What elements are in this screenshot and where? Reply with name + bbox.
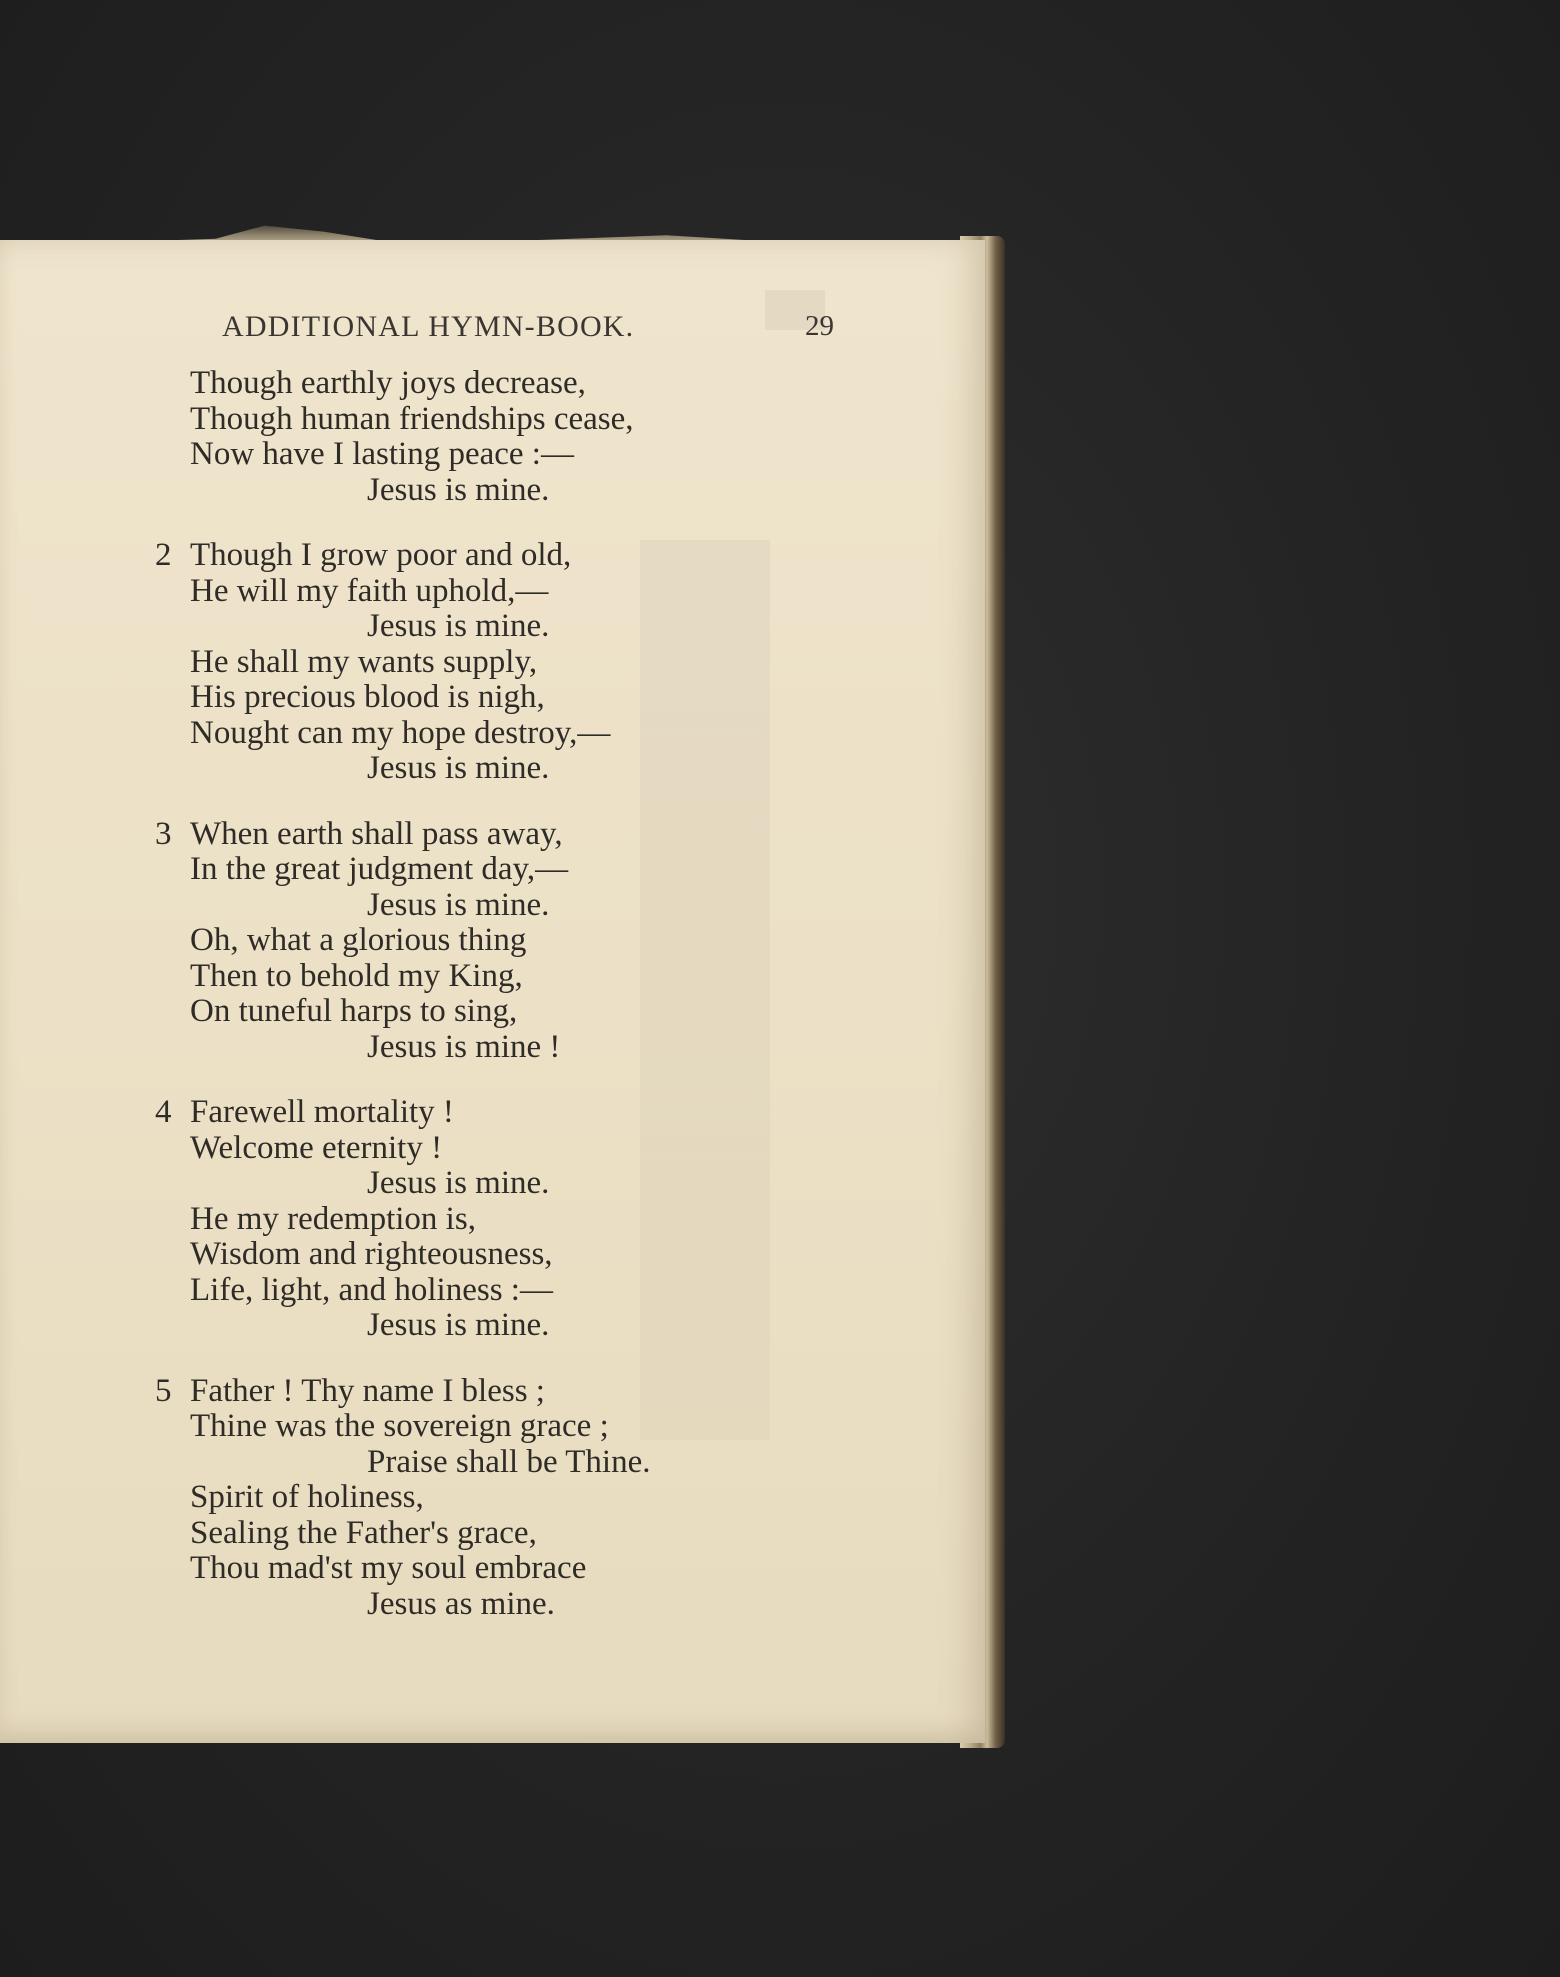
verse-line-text: Jesus as mine. xyxy=(367,1585,555,1622)
verse-line xyxy=(155,1237,755,1273)
verse-line-text: Jesus is mine. xyxy=(367,886,550,923)
verse-line xyxy=(155,1516,755,1552)
verse-line xyxy=(155,1095,755,1131)
verse-line xyxy=(155,645,755,681)
verse-line xyxy=(155,1202,755,1238)
verse-line xyxy=(155,994,755,1030)
verse-line xyxy=(155,959,755,995)
verse-line-text: Sealing the Father's grace, xyxy=(190,1514,537,1551)
verse-line xyxy=(155,1551,755,1587)
verse-line xyxy=(155,437,755,473)
verse-line xyxy=(155,716,755,752)
stanza xyxy=(155,1374,755,1623)
verse-line-text: He will my faith uphold,— xyxy=(190,572,549,609)
verse-line-text: Jesus is mine. xyxy=(367,750,550,786)
verse-line xyxy=(155,923,755,959)
verse-line xyxy=(155,538,755,574)
verse-line-text: Thou mad'st my soul embrace xyxy=(190,1550,587,1586)
stanza xyxy=(155,366,755,508)
stanza xyxy=(155,538,755,787)
running-head xyxy=(0,310,1560,350)
verse-line xyxy=(155,609,755,645)
verse-line xyxy=(155,1166,755,1202)
verse-line-text: His precious blood is nigh, xyxy=(190,679,545,715)
verse-line xyxy=(155,852,755,888)
verse-line-text: Though earthly joys decrease, xyxy=(190,365,586,401)
stanza xyxy=(155,817,755,1066)
stanza xyxy=(155,1095,755,1344)
verse-line-text: Jesus is mine. xyxy=(367,471,550,508)
verse-line xyxy=(155,1131,755,1167)
verse-line-text: Jesus is mine. xyxy=(367,608,550,644)
verse-line xyxy=(155,1409,755,1445)
verse-line-text: Jesus is mine. xyxy=(367,1165,550,1201)
verse-line-text: Though I grow poor and old, xyxy=(190,537,572,573)
verse-line xyxy=(155,1273,755,1309)
verse-line xyxy=(155,1445,755,1481)
verse-line-text: Jesus is mine. xyxy=(367,1307,550,1343)
stanza-number: 3 xyxy=(155,815,172,852)
verse-line-text: Then to behold my King, xyxy=(190,957,523,994)
verse-line xyxy=(155,574,755,610)
stanza-number: 4 xyxy=(155,1094,172,1130)
verse-line-text: Spirit of holiness, xyxy=(190,1479,424,1515)
verse-line xyxy=(155,1030,755,1066)
verse-line xyxy=(155,1480,755,1516)
verse-line-text: Now have I lasting peace :— xyxy=(190,436,574,472)
verse-line-text: Life, light, and holiness :— xyxy=(190,1271,553,1308)
verse-line-text: Father ! Thy name I bless ; xyxy=(190,1372,545,1409)
verse-line-text: In the great judgment day,— xyxy=(190,851,569,887)
verse-line-text: He shall my wants supply, xyxy=(190,643,538,680)
verse-line-text: When earth shall pass away, xyxy=(190,815,563,852)
page-number: 29 xyxy=(805,310,834,342)
verse-line-text: Though human friendships cease, xyxy=(190,400,634,437)
verse-line xyxy=(155,402,755,438)
stanza-number: 2 xyxy=(155,537,172,573)
verse-line xyxy=(155,888,755,924)
verse-line-text: Wisdom and righteousness, xyxy=(190,1236,553,1272)
verse-line-text: Thine was the sovereign grace ; xyxy=(190,1408,609,1444)
stanza-number: 5 xyxy=(155,1372,172,1409)
header-title: ADDITIONAL HYMN-BOOK. xyxy=(222,310,635,343)
verse-line-text: He my redemption is, xyxy=(190,1200,476,1237)
verse-line xyxy=(155,1308,755,1344)
verse-line xyxy=(155,473,755,509)
verse-line xyxy=(155,1374,755,1410)
verse-line-text: Jesus is mine ! xyxy=(367,1028,561,1065)
verse-line-text: Welcome eternity ! xyxy=(190,1129,443,1166)
verse-line xyxy=(155,751,755,787)
verse-line-text: Nought can my hope destroy,— xyxy=(190,714,611,751)
verse-line-text: Oh, what a glorious thing xyxy=(190,922,527,958)
verse-line-text: Praise shall be Thine. xyxy=(367,1443,651,1480)
verse-line xyxy=(155,1587,755,1623)
verse-line xyxy=(155,680,755,716)
verse-line xyxy=(155,817,755,853)
verse-line-text: Farewell mortality ! xyxy=(190,1094,454,1130)
verse-line-text: On tuneful harps to sing, xyxy=(190,993,518,1029)
verse-line xyxy=(155,366,755,402)
hymn-text xyxy=(155,366,755,1652)
